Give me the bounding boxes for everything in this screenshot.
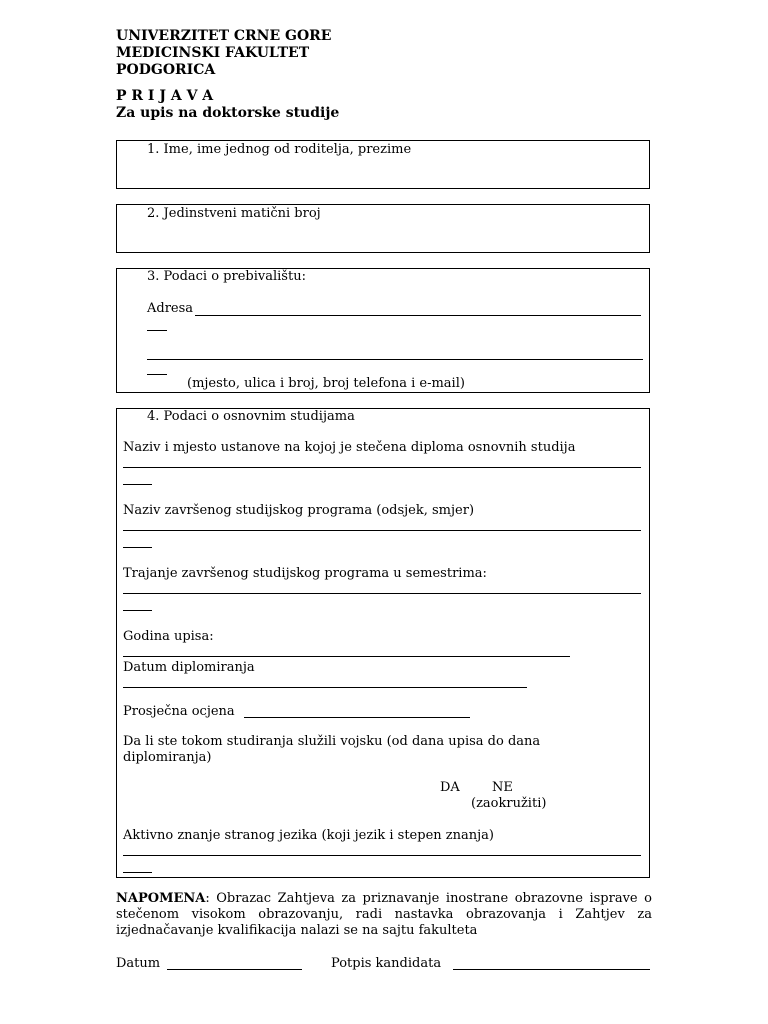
graduation-date-line[interactable] [123, 687, 527, 688]
military-no-option[interactable]: NE [492, 780, 513, 795]
section-residence-box [116, 268, 650, 393]
section-id-number-box[interactable] [116, 204, 650, 253]
section-studies-box [116, 408, 650, 878]
date-label: Datum [116, 956, 161, 971]
address-line-1[interactable] [195, 315, 641, 316]
signature-line[interactable] [453, 969, 650, 970]
graduation-date-label: Datum diplomiranja [123, 660, 255, 675]
program-line[interactable] [123, 530, 641, 531]
language-line-wrap [123, 872, 152, 873]
address-label: Adresa [147, 301, 194, 316]
program-line-wrap [123, 547, 152, 548]
section-studies-label: 4. Podaci o osnovnim studijama [147, 409, 355, 424]
section-name-box[interactable] [116, 140, 650, 189]
language-label: Aktivno znanje stranog jezika (koji jezik i stepen znanja) [123, 828, 494, 843]
note-text: : Obrazac Zahtjeva za priznavanje inostrane obrazovne isprave o stečenom visokom obrazovanju, radi nastavka obrazovanja i Zahtjev za izjednačavanje kvalifikacija nalazi se na sajtu fakulteta [116, 891, 652, 938]
university-name: UNIVERZITET CRNE GORE [116, 28, 332, 44]
gpa-line[interactable] [244, 717, 470, 718]
program-label: Naziv završenog studijskog programa (odsjek, smjer) [123, 503, 475, 518]
institution-line-wrap [123, 484, 152, 485]
duration-line-wrap [123, 610, 152, 611]
faculty-name: MEDICINSKI FAKULTET [116, 45, 310, 61]
address-hint: (mjesto, ulica i broj, broj telefona i e-mail) [187, 376, 465, 391]
section-name-label: 1. Ime, ime jednog od roditelja, prezime [147, 142, 412, 157]
military-yes-option[interactable]: DA [440, 780, 460, 795]
section-id-number-label: 2. Jedinstveni matični broj [147, 206, 321, 221]
institution-line[interactable] [123, 467, 641, 468]
section-residence-label: 3. Podaci o prebivalištu: [147, 269, 306, 284]
city-name: PODGORICA [116, 62, 216, 78]
military-question: Da li ste tokom studiranja služili vojsku (od dana upisa do dana diplomiranja) [123, 734, 541, 765]
enrollment-year-line[interactable] [123, 656, 570, 657]
language-line[interactable] [123, 855, 641, 856]
circle-hint: (zaokružiti) [471, 796, 547, 811]
form-subtitle: Za upis na doktorske studije [116, 105, 340, 121]
signature-label: Potpis kandidata [331, 956, 442, 971]
note-label: NAPOMENA [116, 891, 206, 906]
address-line-2-wrap [147, 374, 167, 375]
duration-line[interactable] [123, 593, 641, 594]
duration-label: Trajanje završenog studijskog programa u semestrima: [123, 566, 487, 581]
gpa-label: Prosječna ocjena [123, 704, 235, 719]
address-line-2[interactable] [147, 359, 643, 360]
enrollment-year-label: Godina upisa: [123, 629, 214, 644]
address-line-1-wrap [147, 330, 167, 331]
form-title: P R I J A V A [116, 88, 214, 104]
date-line[interactable] [167, 969, 302, 970]
institution-label: Naziv i mjesto ustanove na kojoj je stečena diploma osnovnih studija [123, 440, 576, 455]
note-paragraph [116, 891, 652, 939]
